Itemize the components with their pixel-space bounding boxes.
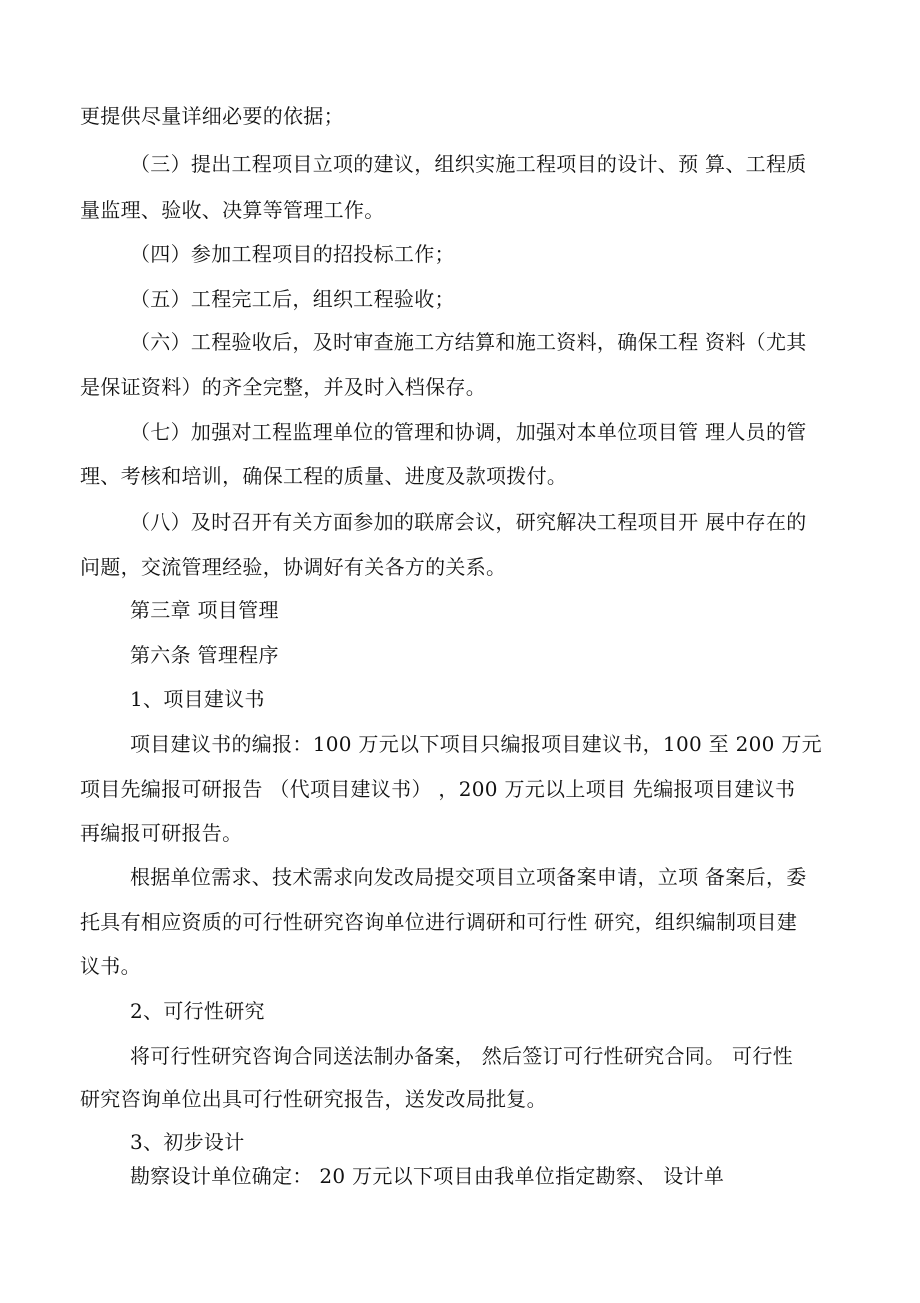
- text-line-17: 再编报可研报告。: [80, 821, 243, 845]
- text-line-9: 理、考核和培训，确保工程的质量、进度及款项拨付。: [80, 464, 568, 488]
- text-line-15: 项目建议书的编报：100 万元以下项目只编报项目建议书，100 至 200 万元: [130, 732, 822, 756]
- text-line-20: 议书。: [80, 954, 141, 978]
- text-line-18: 根据单位需求、技术需求向发改局提交项目立项备案申请，立项 备案后，委: [130, 865, 807, 889]
- text-line-5: （五）工程完工后，组织工程验收；: [130, 287, 455, 311]
- section-heading-1: 1、项目建议书: [130, 687, 265, 711]
- text-line-11: 问题，交流管理经验，协调好有关各方的关系。: [80, 555, 507, 579]
- section-heading-2: 2、可行性研究: [130, 999, 265, 1023]
- text-line-23: 研究咨询单位出具可行性研究报告，送发改局批复。: [80, 1087, 547, 1111]
- text-line-6: （六）工程验收后，及时审查施工方结算和施工资料，确保工程 资料（尤其: [130, 330, 807, 354]
- article-heading: 第六条 管理程序: [130, 643, 279, 667]
- text-line-2: （三）提出工程项目立项的建议，组织实施工程项目的设计、预 算、工程质: [130, 152, 807, 176]
- text-line-7: 是保证资料）的齐全完整，并及时入档保存。: [80, 375, 486, 399]
- text-line-25: 勘察设计单位确定： 20 万元以下项目由我单位指定勘察、 设计单: [130, 1164, 725, 1188]
- text-line-1: 更提供尽量详细必要的依据；: [80, 104, 344, 128]
- text-line-8: （七）加强对工程监理单位的管理和协调，加强对本单位项目管 理人员的管: [130, 420, 807, 444]
- section-heading-3: 3、初步设计: [130, 1130, 245, 1154]
- text-line-22: 将可行性研究咨询合同送法制办备案， 然后签订可行性研究合同。 可行性: [130, 1044, 793, 1068]
- text-line-3: 量监理、验收、决算等管理工作。: [80, 198, 385, 222]
- text-line-19: 托具有相应资质的可行性研究咨询单位进行调研和可行性 研究，组织编制项目建: [80, 910, 798, 934]
- chapter-heading: 第三章 项目管理: [130, 598, 279, 622]
- text-line-16: 项目先编报可研报告 （代项目建议书） ，200 万元以上项目 先编报项目建议书: [80, 777, 796, 801]
- text-line-10: （八）及时召开有关方面参加的联席会议，研究解决工程项目开 展中存在的: [130, 510, 807, 534]
- text-line-4: （四）参加工程项目的招投标工作；: [130, 242, 455, 266]
